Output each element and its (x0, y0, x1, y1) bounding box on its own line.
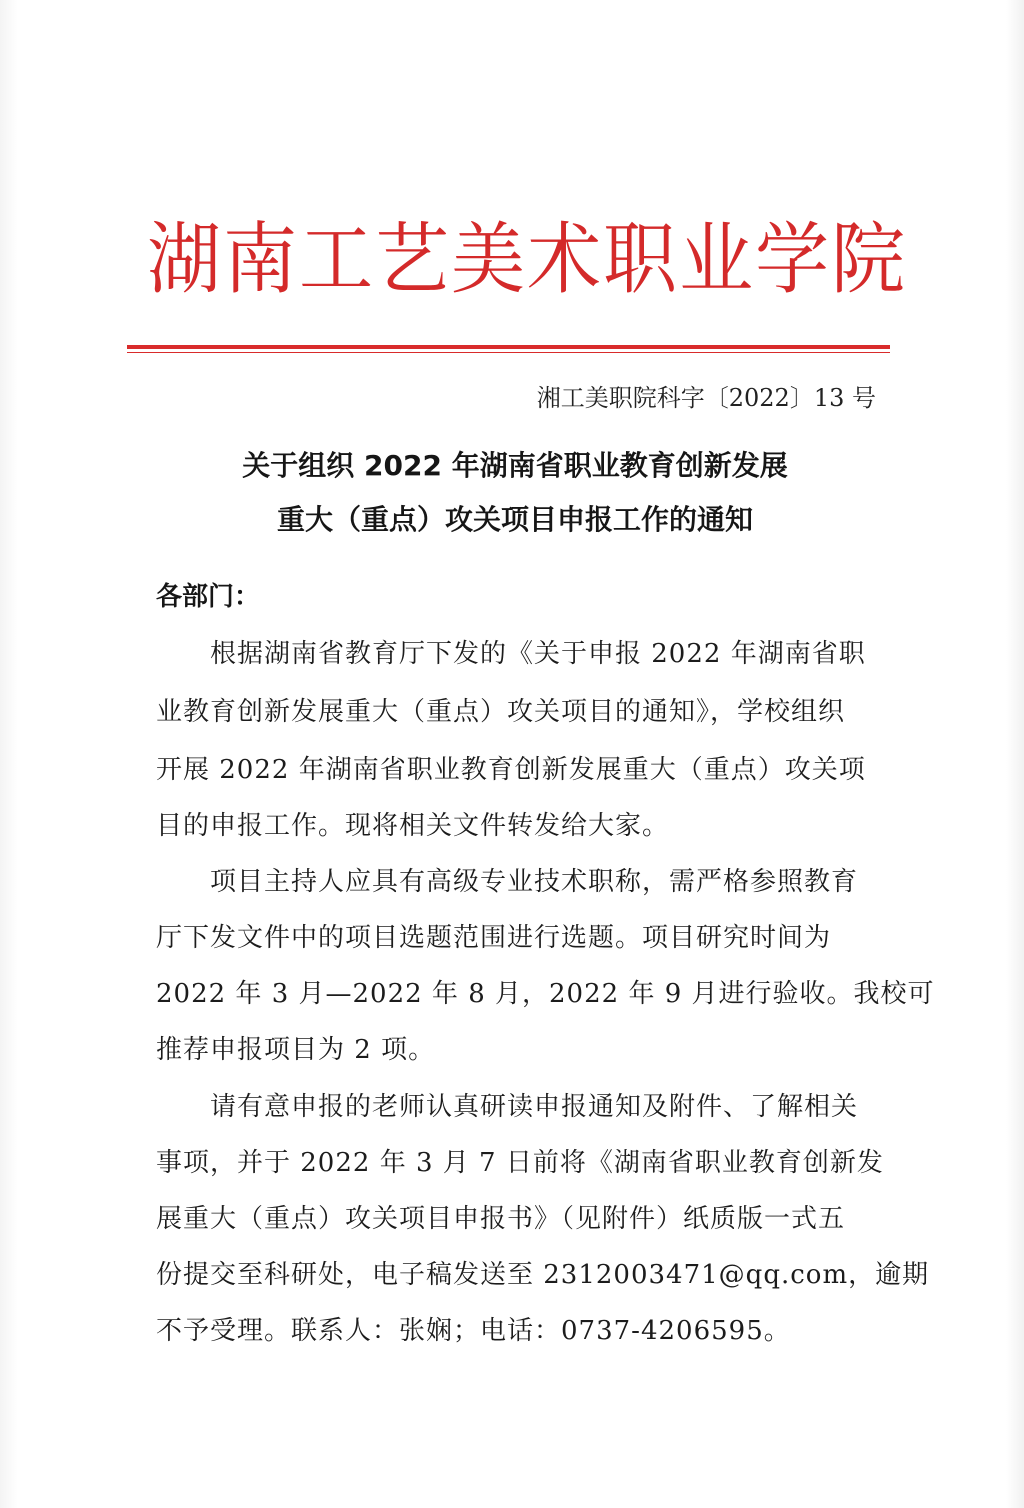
document-number: 湘工美职院科字〔2022〕13 号 (536, 384, 876, 412)
body-line: 份提交至科研处，电子稿发送至 2312003471@qq.com，逾期 (156, 1260, 930, 1290)
body-line: 展重大（重点）攻关项目申报书》（见附件）纸质版一式五 (156, 1204, 846, 1234)
notice-title-line-1: 关于组织 2022 年湖南省职业教育创新发展 (242, 449, 788, 482)
letterhead-red-rule (127, 345, 890, 349)
body-line: 2022 年 3 月—2022 年 8 月，2022 年 9 月进行验收。我校可 (156, 979, 935, 1009)
body-line: 推荐申报项目为 2 项。 (156, 1035, 436, 1065)
body-line: 不予受理。联系人：张娴；电话：0737-4206595。 (156, 1316, 791, 1346)
salutation: 各部门： (156, 582, 261, 612)
letterhead-red-rule-thin (127, 352, 890, 353)
body-line: 事项，并于 2022 年 3 月 7 日前将《湖南省职业教育创新发 (156, 1148, 884, 1178)
body-line: 根据湖南省教育厅下发的《关于申报 2022 年湖南省职 (210, 639, 866, 669)
body-line: 项目主持人应具有高级专业技术职称，需严格参照教育 (210, 867, 859, 897)
body-line: 开展 2022 年湖南省职业教育创新发展重大（重点）攻关项 (156, 755, 866, 785)
body-line: 业教育创新发展重大（重点）攻关项目的通知》，学校组织 (156, 697, 846, 727)
body-line: 请有意申报的老师认真研读申报通知及附件、了解相关 (210, 1092, 859, 1122)
notice-title-line-2: 重大（重点）攻关项目申报工作的通知 (276, 503, 753, 536)
letterhead-title: 湖南工艺美术职业学院 (147, 215, 908, 305)
body-line: 目的申报工作。现将相关文件转发给大家。 (156, 811, 670, 841)
body-line: 厅下发文件中的项目选题范围进行选题。项目研究时间为 (156, 923, 832, 953)
